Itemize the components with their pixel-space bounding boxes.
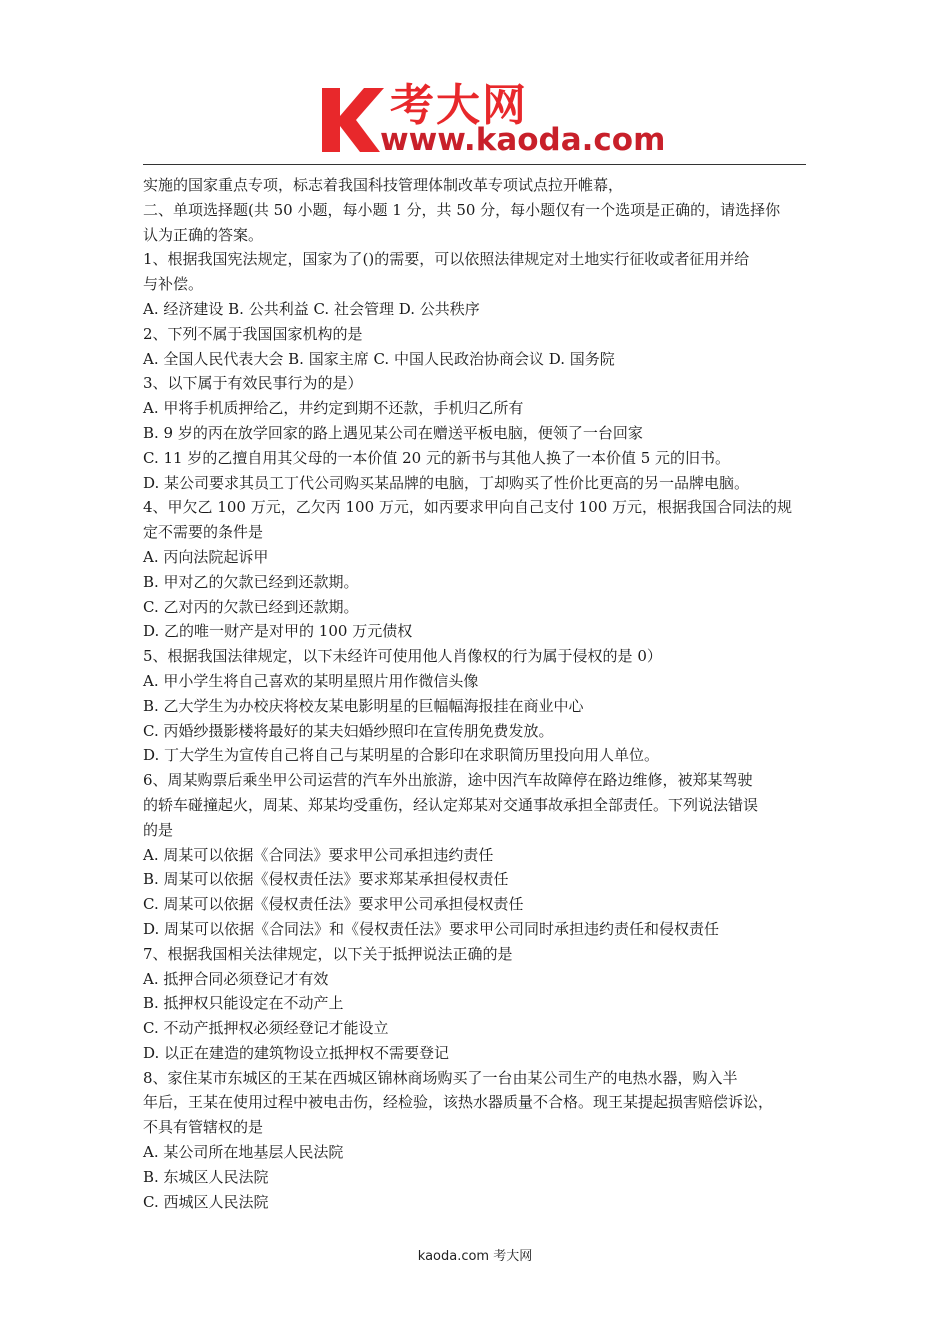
answer-option: A. 丙向法院起诉甲 [143, 547, 269, 566]
text-line: 不具有管辖权的是 [143, 1118, 264, 1137]
answer-option: C. 不动产抵押权必须经登记才能设立 [143, 1019, 389, 1038]
answer-option: B. 甲对乙的欠款已经到还款期。 [143, 572, 359, 591]
text-line: 的是 [143, 820, 174, 839]
answer-option: D. 丁大学生为宣传自己将自己与某明星的合影印在求职简历里投向用人单位。 [143, 746, 660, 765]
k-logo-icon [318, 80, 388, 160]
logo-brand-text: 考大网 [390, 80, 528, 131]
answer-option: A. 某公司所在地基层人民法院 [143, 1143, 344, 1162]
question-text: 1、根据我国宪法规定，国家为了()的需要，可以依照法律规定对土地实行征收或者征用并给 [143, 250, 750, 269]
text-line: 的轿车碰撞起火，周某、郑某均受重伤，经认定郑某对交通事故承担全部责任。下列说法错误 [143, 795, 759, 814]
answer-option: D. 乙的唯一财产是对甲的 100 万元债权 [143, 622, 413, 641]
answer-option: C. 周某可以依据《侵权责任法》要求甲公司承担侵权责任 [143, 895, 524, 914]
text-line: 年后，王某在使用过程中被电击伤，经检验，该热水器质量不合格。现王某提起损害赔偿诉讼， [143, 1093, 774, 1112]
answer-option: D. 某公司要求其员工丁代公司购买某品牌的电脑，丁却购买了性价比更高的另一品牌电脑。 [143, 473, 750, 492]
question-text: 3、以下属于有效民事行为的是） [143, 374, 363, 393]
answer-option: B. 9 岁的丙在放学回家的路上遇见某公司在赠送平板电脑，便领了一台回家 [143, 423, 643, 442]
answer-option: B. 抵押权只能设定在不动产上 [143, 994, 344, 1013]
answer-option: A. 抵押合同必须登记才有效 [143, 969, 329, 988]
question-text: 6、周某购票后乘坐甲公司运营的汽车外出旅游，途中因汽车故障停在路边维修，被郑某驾驶 [143, 771, 753, 790]
answer-option: D. 周某可以依据《合同法》和《侵权责任法》要求甲公司同时承担违约责任和侵权责任 [143, 919, 720, 938]
answer-option: C. 乙对丙的欠款已经到还款期。 [143, 597, 359, 616]
section-heading: 二、单项选择题(共 50 小题，每小题 1 分，共 50 分，每小题仅有一个选项是正确的，请选择你 [143, 200, 781, 219]
answer-option: C. 11 岁的乙擅自用其父母的一本价值 20 元的新书与其他人换了一本价值 5 元的旧书。 [143, 448, 731, 467]
text-line: 认为正确的答案。 [143, 225, 264, 244]
answer-option: A. 甲将手机质押给乙，井约定到期不还款，手机归乙所有 [143, 399, 524, 418]
answer-option: A. 周某可以依据《合同法》要求甲公司承担违约责任 [143, 845, 494, 864]
document-body [143, 173, 823, 1214]
answer-option: A. 甲小学生将自己喜欢的某明星照片用作微信头像 [143, 671, 479, 690]
answer-option: C. 丙婚纱摄影楼将最好的某夫妇婚纱照印在宣传朋免费发放。 [143, 721, 554, 740]
text-line: 实施的国家重点专项，标志着我国科技管理体制改革专项试点拉开帷幕， [143, 176, 624, 194]
question-text: 5、根据我国法律规定，以下未经许可使用他人肖像权的行为属于侵权的是 0） [143, 647, 662, 666]
answer-option: C. 西城区人民法院 [143, 1192, 269, 1211]
answer-option: B. 周某可以依据《侵权责任法》要求郑某承担侵权责任 [143, 870, 509, 889]
answer-options: A. 经济建设 B. 公共利益 C. 社会管理 D. 公共秩序 [143, 299, 480, 318]
answer-options: A. 全国人民代表大会 B. 国家主席 C. 中国人民政治协商会议 D. 国务院 [143, 349, 615, 368]
header-divider [143, 164, 806, 165]
answer-option: B. 东城区人民法院 [143, 1167, 269, 1186]
logo-url-text: www.kaoda.com [380, 122, 666, 158]
text-line: 与补偿。 [143, 275, 204, 294]
kaoda-logo [318, 80, 666, 160]
page-footer: kaoda.com 考大网 [417, 1249, 533, 1264]
question-text: 8、家住某市东城区的王某在西城区锦林商场购买了一台由某公司生产的电热水器，购入半 [143, 1068, 738, 1087]
question-text: 4、甲欠乙 100 万元，乙欠丙 100 万元，如丙要求甲向自己支付 100 万元，根据我国合同法的规 [143, 498, 793, 517]
question-text: 2、下列不属于我国国家机构的是 [143, 324, 363, 343]
answer-option: D. 以正在建造的建筑物设立抵押权不需要登记 [143, 1043, 450, 1062]
text-line: 定不需要的条件是 [143, 523, 264, 542]
answer-option: B. 乙大学生为办校庆将校友某电影明星的巨幅幅海报挂在商业中心 [143, 696, 584, 715]
question-text: 7、根据我国相关法律规定，以下关于抵押说法正确的是 [143, 944, 513, 963]
